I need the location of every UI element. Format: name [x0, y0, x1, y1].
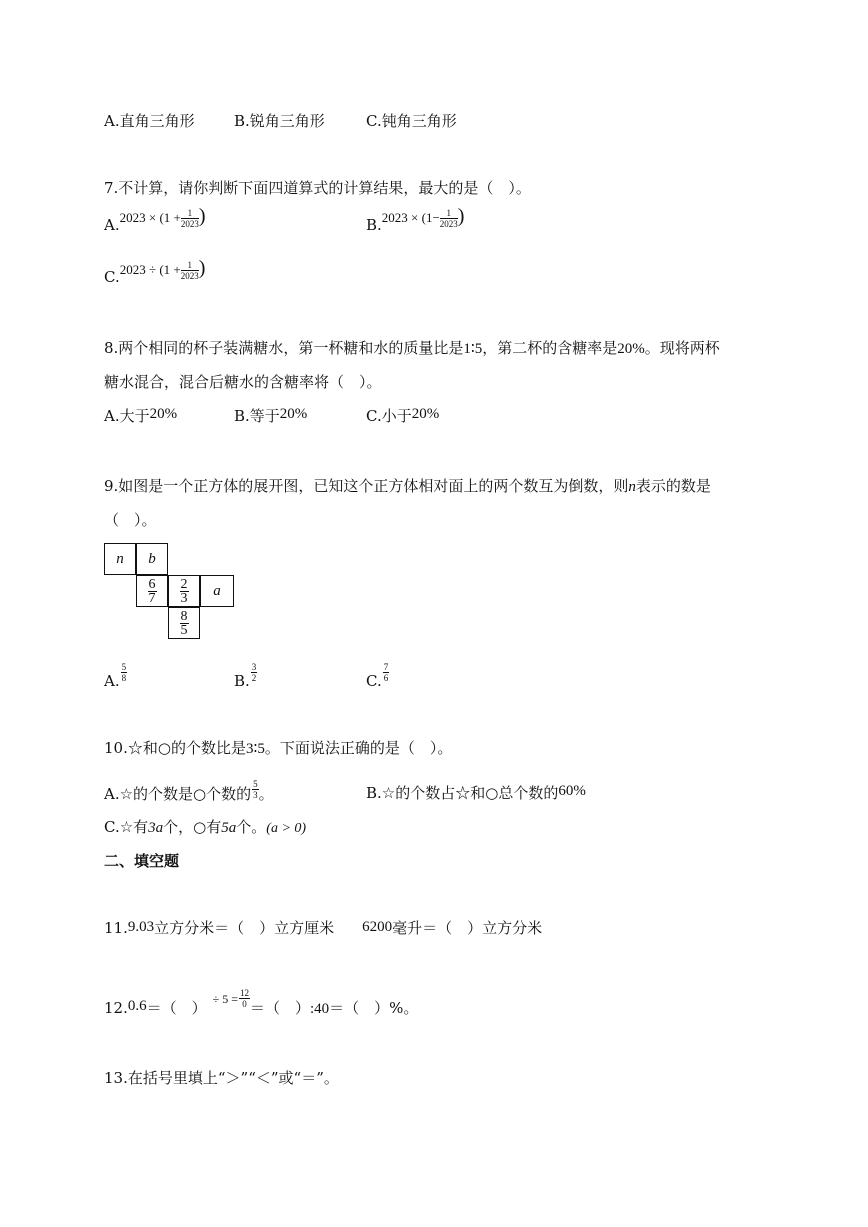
q8-option-a: A.大于20% — [104, 406, 178, 425]
q7-option-c: C.2023 ÷ (1 + $\frac{1}{2023}$ ) — [104, 257, 206, 286]
q9-option-c: C. $\frac{7}{6}$ — [366, 662, 389, 690]
net-cell-six-sevenths: $\frac{6}{7}$ — [136, 575, 168, 607]
q10-option-b: B.☆的个数占☆和○总个数的60% — [366, 783, 586, 802]
q7-option-a: A.2023 × (1 + $\frac{1}{2023}$ ) — [104, 205, 206, 234]
net-cell-two-thirds: $\frac{2}{3}$ — [168, 575, 200, 607]
section-heading-fill-blank: 二、填空题 — [104, 852, 180, 870]
q6-option-c: C.钝角三角形 — [366, 112, 457, 130]
q8-stem-line1: 8.两个相同的杯子装满糖水，第一杯糖和水的质量比是1∶5，第二杯的含糖率是20%。现将两杯 — [104, 339, 720, 357]
q8-stem-line2: 糖水混合，混合后糖水的含糖率将（ ）。 — [104, 373, 382, 391]
q9-stem-line2: （ ）。 — [104, 511, 157, 529]
net-cell-a: a — [200, 575, 234, 607]
q10-option-a: A.☆的个数是○个数的 $\frac{5}{3}$。 — [104, 779, 274, 803]
q6-option-a: A.直角三角形 — [104, 112, 195, 130]
q9-option-b: B. $\frac{3}{2}$ — [234, 662, 257, 690]
q9-stem-line1: 9.如图是一个正方体的展开图，已知这个正方体相对面上的两个数互为倒数，则n表示的数是 — [104, 477, 711, 495]
q6-option-b: B.锐角三角形 — [234, 112, 325, 130]
q12-line: 12.0.6＝（ ） $^{\div 5 =}$ $\frac{12}{0}=$（ ）:40＝（ ）%。 — [104, 988, 419, 1017]
q9-option-a: A. $\frac{5}{8}$ — [104, 662, 127, 690]
q13-stem: 13.在括号里填上“＞”“＜”或“＝”。 — [104, 1069, 339, 1087]
net-cell-b: b — [136, 543, 168, 575]
net-cell-n: n — [104, 543, 136, 575]
q10-option-c: C.☆有3a个，○有5a个。(a > 0) — [104, 818, 307, 836]
q11-line: 11.9.03立方分米＝（ ）立方厘米 6200毫升＝（ ）立方分米 — [104, 919, 543, 937]
net-cell-eight-fifths: $\frac{8}{5}$ — [168, 607, 200, 639]
q8-option-b: B.等于20% — [234, 406, 308, 425]
q7-option-b: B.2023 × (1− $\frac{1}{2023}$ ) — [366, 205, 465, 234]
q10-stem: 10.☆和○的个数比是3∶5。下面说法正确的是（ ）。 — [104, 739, 453, 757]
q8-option-c: C.小于20% — [366, 406, 440, 425]
q7-stem: 7.不计算，请你判断下面四道算式的计算结果，最大的是（ ）。 — [104, 179, 531, 197]
